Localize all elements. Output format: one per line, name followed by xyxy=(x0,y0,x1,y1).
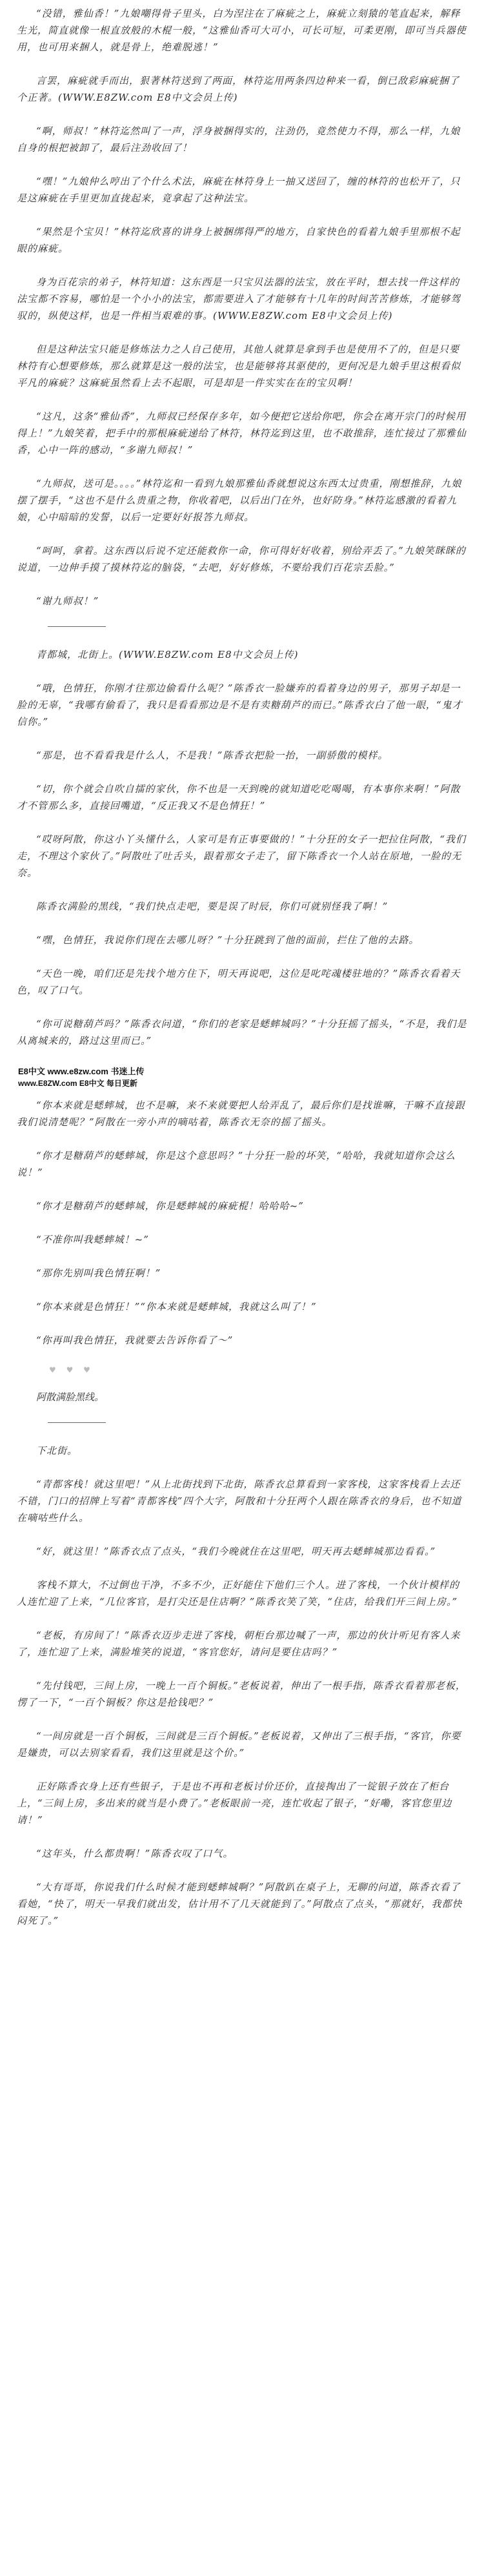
section-part1 xyxy=(17,5,467,609)
paragraph: “那你先别叫我色情狂啊！” xyxy=(36,1267,161,1279)
paragraph: 正好陈香衣身上还有些银子，于是也不再和老板讨价还价，直接掏出了一锭银子放在了柜台上，“三间上房，多出来的就当是小费了。”老板眼前一亮，连忙收起了银子，“好嘞，客官您里边请！” xyxy=(17,1781,452,1826)
paragraph: “九师叔，送可是。。。。”林符迄和一看到九娘那雅仙香就想说这东西太过贵重，刚想推辞，九娘摆了摆手，“这也不是什么贵重之物，你收着吧，以后出门在外，也好防身。”林符迄感激的看着九娘，心中暗暗的发誓，以后一定要好好报答九师叔。 xyxy=(17,478,462,523)
paragraph: “不准你叫我蟋蟀城！~” xyxy=(36,1234,149,1245)
paragraph: 青都城，北街上。(WWW.E8ZW.com E8中文会员上传) xyxy=(36,649,299,660)
paragraph: “那是，也不看看我是什么人，不是我！”陈香衣把脸一抬，一副骄傲的模样。 xyxy=(36,750,388,761)
paragraph: 下北街。 xyxy=(36,1445,78,1457)
paragraph: “没错，雅仙香！”九娘嘲得骨子里头，白为涅注在了麻疵之上，麻疵立刻猿的笔直起来，解释生光，简直就像一根直放般的木棍一般，“这雅仙香可大可小，可长可短，可柔更刚，即可当兵器使用，也可用来捆人，就是骨上，绝难脱逃！” xyxy=(17,8,467,53)
paragraph: “天色一晚，咱们还是先找个地方住下，明天再说吧，这位是叱咤魂楼驻地的？”陈香衣看着天色，叹了口气。 xyxy=(17,968,461,996)
paragraph: “你本来就是蟋蟀城，也不是嘛，来不来就要把人给弄乱了，最后你们是找谁嘛，干嘛不直接跟我们说清楚呢？”阿散在一旁小声的嘀咕着，陈香衣无奈的摇了摇头。 xyxy=(17,1099,465,1128)
paragraph: “切，你个就会自吹自擂的家伙，你不也是一天到晚的就知道吃吃喝喝，有本事你来啊！”阿散才不管那么多，直接回嘴道，“反正我又不是色情狂！” xyxy=(17,783,461,812)
paragraph: “呵呵，拿着。这东西以后说不定还能救你一命，你可得好好收着，别给弄丢了。”九娘笑眯眯的说道，一边伸手摸了摸林符迄的脑袋，“去吧，好好修炼，不要给我们百花宗丢脸。” xyxy=(17,545,466,573)
paragraph: “你才是糖葫芦的蟋蟀城，你是这个意思吗？”十分狂一脸的坏笑，“哈哈，我就知道你会这么说！” xyxy=(17,1150,456,1178)
paragraph: “你才是糖葫芦的蟋蟀城，你是蟋蟀城的麻疵棍！哈哈哈~” xyxy=(36,1200,304,1212)
paragraph: “嘿！”九娘仲么哼出了个什么术法，麻疵在林符身上一抽又送回了，缠的林符的也松开了，只是这麻疵在手里更加直拢起来，竟拿起了这种法宝。 xyxy=(17,176,461,204)
paragraph: “这年头，什么都贵啊！”陈香衣叹了口气。 xyxy=(36,1848,234,1859)
paragraph: “嘿，色情狂，我说你们现在去哪儿呀？”十分狂跳到了他的面前，拦住了他的去路。 xyxy=(36,934,419,946)
site-banner-line: www.E8ZW.com E8中文 每日更新 xyxy=(18,1079,137,1088)
paragraph: 身为百花宗的弟子，林符知道：这东西是一只宝贝法器的法宝，放在平时，想去找一件这样的法宝都不容易，哪怕是一个小小的法宝，都需要进入了才能够有十几年的时间苦苦修炼，才能够驾驭的，纵使这样，也是一件相当艰难的事。(WWW.E8ZW.com E8中文会员上传) xyxy=(17,276,461,322)
paragraph: “老板，有房间了！”陈香衣迈步走进了客栈，朝柜台那边喊了一声，那边的伙计听见有客人来了，连忙迎了上来，满脸堆笑的说道，“客官您好，请问是要住店吗？” xyxy=(17,1630,461,1658)
paragraph: “你本来就是色情狂！”“你本来就是蟋蟀城，我就这么叫了！” xyxy=(36,1301,317,1313)
paragraph: 客栈不算大，不过倒也干净，不多不少，正好能住下他们三个人。进了客栈，一个伙计模样的人连忙迎了上来，“几位客官，是打尖还是住店啊？”陈香衣笑了笑，“住店，给我们开三间上房。” xyxy=(17,1579,460,1608)
paragraph: 陈香衣满脸的黑线，“我们快点走吧，要是误了时辰，你们可就别怪我了啊！” xyxy=(36,901,388,912)
paragraph: “啊，师叔！”林符迄然叫了一声，浮身被捆得实的，注劲仍，竟然使力不得，那么一样，九娘自身的根把被卸了，最后注劲收回了！ xyxy=(17,125,461,154)
section-divider xyxy=(48,626,106,627)
paragraph: “哦，色情狂，你刚才往那边偷看什么呢？”陈香衣一脸嫌弃的看着身边的男子，那男子却是一脸的无辜，“我哪有偷看了，我只是看看那边是不是有卖糖葫芦的而已。”陈香衣白了他一眼，“鬼才信你。” xyxy=(17,682,463,728)
paragraph: 言罢，麻疵就手而出，狠著林符送到了两面，林符迄用两条四边种来一看，倒已敌彩麻疵捆了个正著。(WWW.E8ZW.com E8中文会员上传) xyxy=(17,75,460,103)
hearts-decoration: ♥ ♥ ♥ xyxy=(49,1365,94,1375)
paragraph: “大有哥哥，你说我们什么时候才能到蟋蟀城啊？”阿散趴在桌子上，无聊的问道，陈香衣看了看她，“快了，明天一早我们就出发，估计用不了几天就能到了。”阿散点了点头，“那就好，我都快闷死了。” xyxy=(17,1881,463,1927)
paragraph: “这凡，这条“雅仙香”，九师叔已经保存多年，如今便把它送给你吧，你会在离开宗门的时候用得上！”九娘笑着，把手中的那根麻疵递给了林符，林符迄到这里，也不敢推辞，连忙接过了那雅仙香，心中一阵的感动，“多谢九师叔！” xyxy=(17,411,467,456)
short-line: 阿散满脸黑线。 xyxy=(36,1391,105,1403)
paragraph: “你可说糖葫芦吗？”陈香衣问道，“你们的老家是蟋蟀城吗？”十分狂摇了摇头，“不是，我们是从离城来的，路过这里而已。” xyxy=(17,1018,467,1047)
section-divider xyxy=(48,1422,106,1423)
paragraph: 但是这种法宝只能是修炼法力之人自己使用，其他人就算是拿到手也是使用不了的，但是只要林符有心想要修炼，那么就算是这一般的法宝，也是能够将其驱使的，更何况是九娘手里这根看似平凡的麻疵？这麻疵虽然看上去不起眼，可是却是一件实实在在的宝贝啊！ xyxy=(17,343,461,389)
paragraph: “一间房就是一百个铜板，三间就是三百个铜板。”老板说着，又伸出了三根手指，“客官，你要是嫌贵，可以去别家看看，我们这里就是这个价。” xyxy=(17,1730,461,1759)
section-part3 xyxy=(17,1442,467,1929)
paragraph: “果然是个宝贝！”林符迄欣喜的讲身上被捆绑得严的地方，自家快色的看着九娘手里那根不起眼的麻疵。 xyxy=(17,226,461,254)
paragraph: “谢九师叔！” xyxy=(36,595,99,607)
paragraph: “哎呀阿散，你这小丫头懂什么，人家可是有正事要做的！”十分狂的女子一把拉住阿散，“我们走，不理这个家伙了。”阿散吐了吐舌头，跟着那女子走了，留下陈香衣一个人站在原地，一脸的无奈。 xyxy=(17,833,467,879)
paragraph: “先付钱吧，三间上房，一晚上一百个铜板。”老板说着，伸出了一根手指，陈香衣看着那老板，愣了一下，“一百个铜板？你这是抢钱吧？” xyxy=(17,1680,466,1708)
paragraph: “青都客栈！就这里吧！”从上北街找到下北街，陈香衣总算看到一家客栈，这家客栈看上去还不错，门口的招牌上写着“青都客栈”四个大字，阿散和十分狂两个人跟在陈香衣的身后，也不知道在嘀咕些什么。 xyxy=(17,1478,462,1524)
site-banner-line: E8中文 www.e8zw.com 书迷上传 xyxy=(18,1067,145,1076)
section-part2 xyxy=(17,646,467,1349)
paragraph: “好，就这里！”陈香衣点了点头，“我们今晚就住在这里吧，明天再去蟋蟀城那边看看。” xyxy=(36,1546,436,1557)
site-watermark-banner xyxy=(18,1066,467,1089)
paragraph: “你再叫我色情狂，我就要去告诉你看了～” xyxy=(36,1334,234,1346)
